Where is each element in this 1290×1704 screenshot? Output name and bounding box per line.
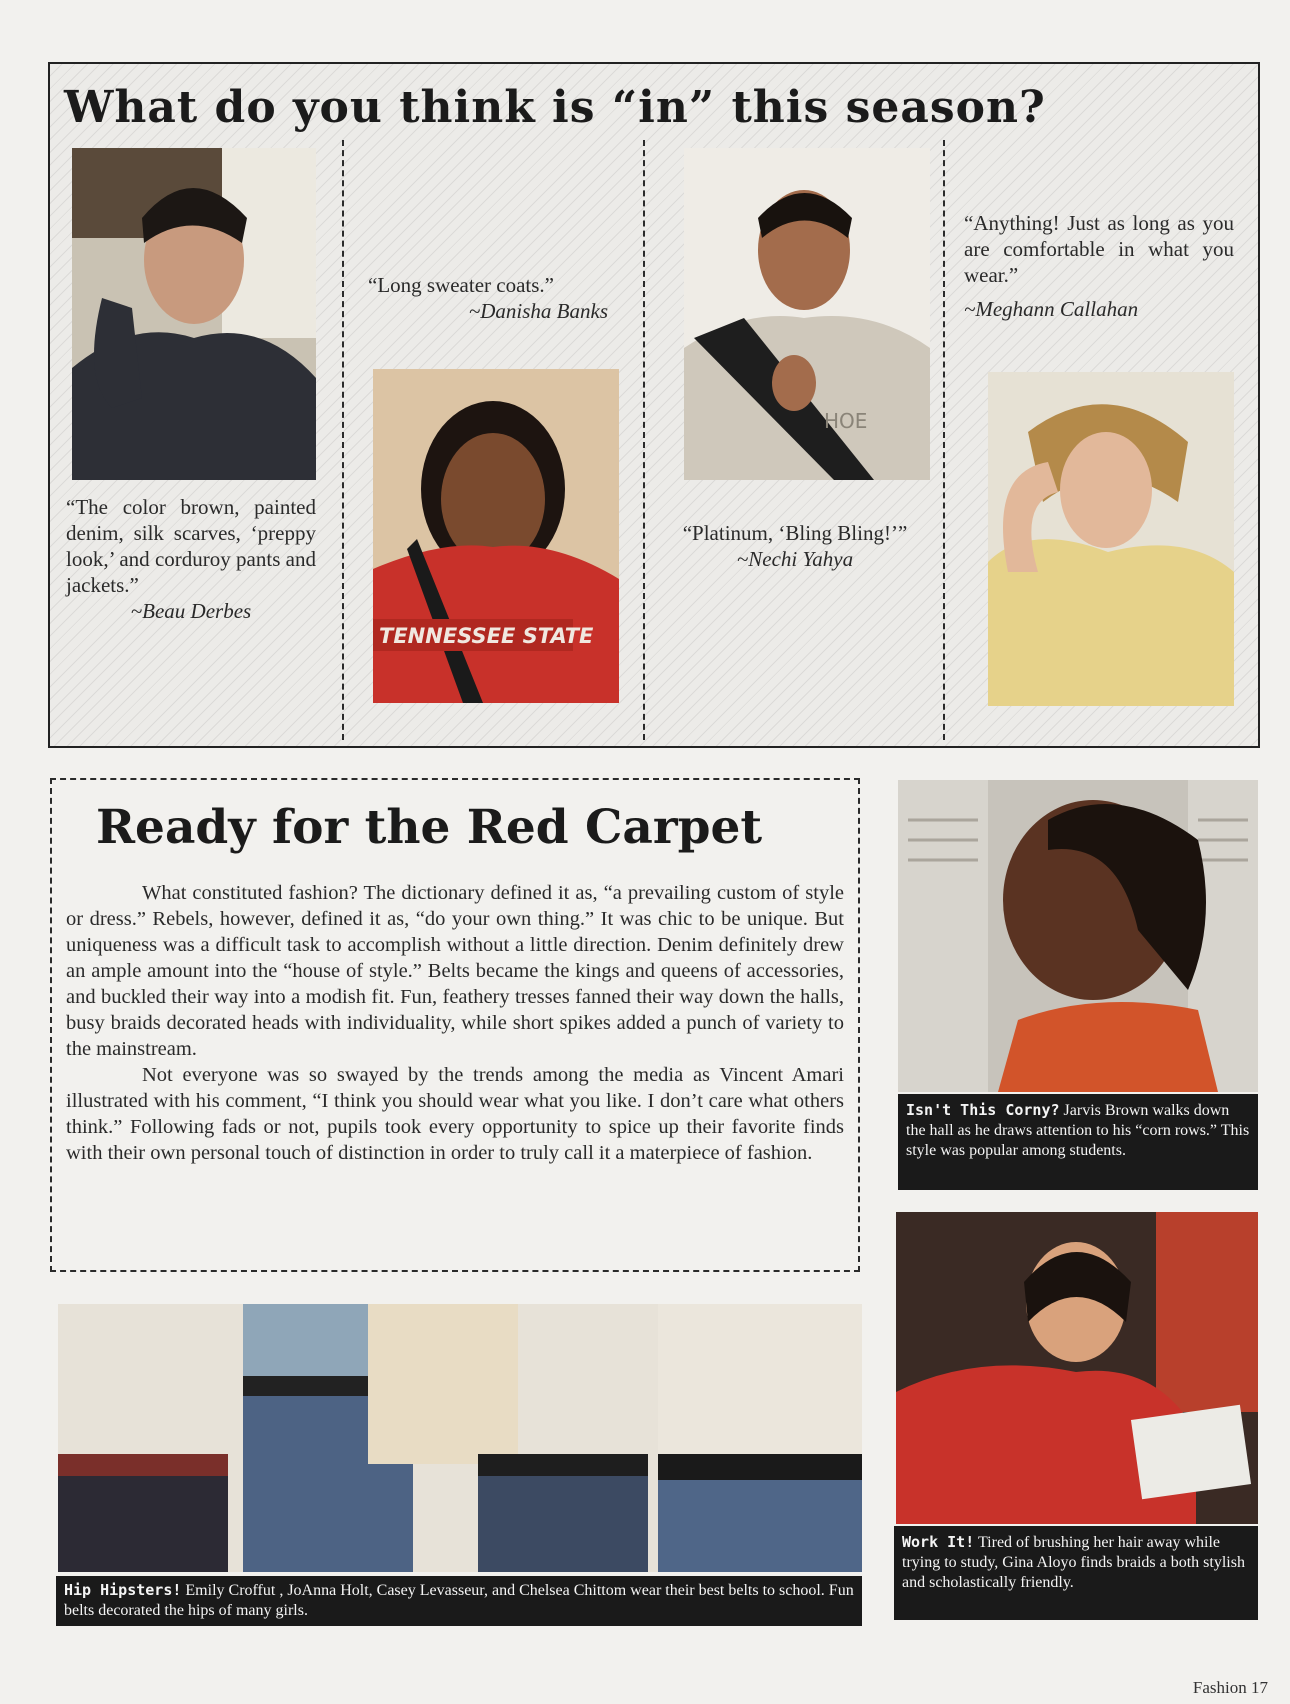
page-number: Fashion 17 bbox=[1192, 1678, 1268, 1697]
quote-author: ~Nechi Yahya bbox=[736, 547, 854, 571]
season-survey-box bbox=[48, 62, 1260, 748]
quote-danisha-banks bbox=[368, 272, 608, 324]
article-title: Ready for the Red Carpet bbox=[96, 800, 763, 855]
caption-lead: Isn't This Corny? bbox=[906, 1101, 1060, 1119]
photo-gina-aloyo bbox=[896, 1212, 1258, 1524]
column-divider bbox=[643, 140, 645, 740]
caption-lead: Work It! bbox=[902, 1533, 975, 1551]
quote-author: ~Beau Derbes bbox=[130, 599, 252, 623]
article-paragraph: What constituted fashion? The dictionary defined it as, “a prevailing custom of style or dress.” Rebels, however, defined it as, “do your own thing.” It was chic to be unique. But uniqueness was a difficult task to accomplish without a little direction. Denim definitely drew an ample amount into the “house of style.” Belts became the kings and queens of accessories, and buckled their way into a modish fit. Fun, feathery tresses fanned their way down the halls, busy braids decorated heads with individuality, while short spikes added a punch of variety to the mainstream. bbox=[66, 882, 844, 1060]
quote-author: ~Danisha Banks bbox=[468, 299, 608, 323]
quote-author: ~Meghann Callahan bbox=[964, 297, 1139, 321]
quote-meghann-callahan bbox=[964, 210, 1234, 322]
caption-lead: Hip Hipsters! bbox=[64, 1581, 182, 1599]
quote-text: “The color brown, painted denim, silk scarves, ‘preppy look,’ and corduroy pants and jackets.” bbox=[66, 495, 316, 597]
article-body bbox=[66, 880, 844, 1166]
shirt-text: TENNESSEE STATE bbox=[379, 624, 594, 648]
caption-workit bbox=[894, 1526, 1258, 1620]
article-paragraph: Not everyone was so swayed by the trends among the media as Vincent Amari illustrated with his comment, “I think you should wear what you like. I don’t care what others think.” Following fads or not, pupils took every opportunity to spice up their favorite finds with their own personal touch of distinction in order to truly call it a materpiece of fashion. bbox=[66, 1064, 844, 1164]
quote-text: “Platinum, ‘Bling Bling!’” bbox=[682, 521, 908, 545]
caption-corny bbox=[898, 1094, 1258, 1190]
quote-text: “Anything! Just as long as you are comfortable in what you wear.” bbox=[964, 211, 1234, 287]
shirt-text: HOE bbox=[824, 409, 868, 433]
caption-text: Jarvis Brown walks down the hall as he draws attention to his “corn rows.” This style was popular among students. bbox=[906, 1102, 1250, 1159]
caption-text: Emily Croffut , JoAnna Holt, Casey Levasseur, and Chelsea Chittom wear their best belts to school. Fun belts decorated the hips of many girls. bbox=[64, 1582, 854, 1619]
quote-nechi-yahya bbox=[660, 520, 930, 572]
caption-text: Tired of brushing her hair away while trying to study, Gina Aloyo finds braids a both stylish and scholastically friendly. bbox=[902, 1534, 1245, 1591]
survey-title: What do you think is “in” this season? bbox=[64, 82, 1046, 133]
caption-hipsters bbox=[56, 1576, 862, 1626]
photo-meghann-callahan bbox=[988, 372, 1234, 706]
column-divider bbox=[342, 140, 344, 740]
photo-hip-hipsters bbox=[58, 1304, 862, 1572]
quote-beau-derbes bbox=[66, 494, 316, 624]
photo-danisha-banks bbox=[373, 369, 619, 703]
column-divider bbox=[943, 140, 945, 740]
photo-jarvis-brown bbox=[898, 780, 1258, 1092]
photo-beau-derbes bbox=[72, 148, 316, 480]
photo-nechi-yahya bbox=[684, 148, 930, 480]
quote-text: “Long sweater coats.” bbox=[368, 273, 554, 297]
article-box bbox=[50, 778, 860, 1272]
